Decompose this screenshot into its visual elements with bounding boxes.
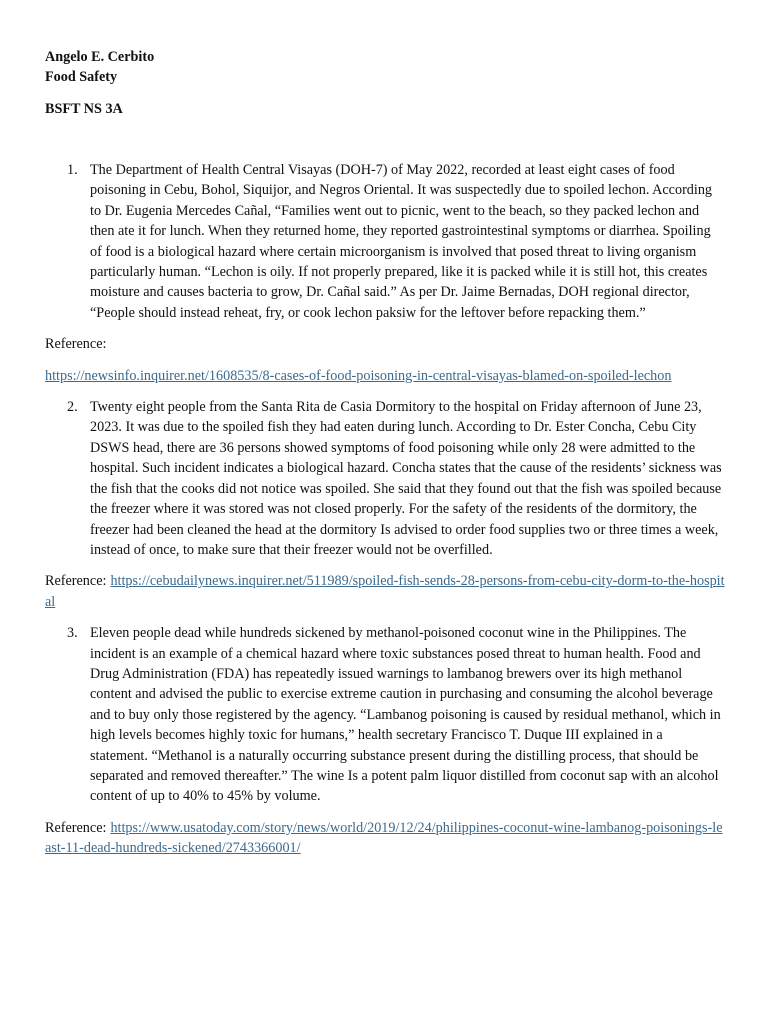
list-item: [45, 397, 725, 560]
author-name: Angelo E. Cerbito: [45, 49, 155, 65]
numbered-list: [45, 160, 725, 859]
reference-link[interactable]: https://www.usatoday.com/story/news/world/2019/12/24/philippines-coconut-wine-lambanog-poisonings-least-11-dead-hundreds-sickened/2743366001/: [45, 819, 723, 857]
list-item-number: 1.: [67, 162, 78, 178]
reference-link[interactable]: https://cebudailynews.inquirer.net/511989/spoiled-fish-sends-28-persons-from-cebu-city-dorm-to-the-hospital: [45, 573, 725, 610]
list-item-text: The Department of Health Central Visayas (DOH-7) of May 2022, recorded at least eight cases of food poisoning in Cebu, Bohol, Siquijor, and Negros Oriental. It was suspectedly due to spoiled lechon. According to Dr. Eugenia Mercedes Cañal, “Families went out to picnic, went to the beach, so they packed lechon and then ate it for lunch. When they returned home, they reported gastrointestinal symptoms or diarrhea. Spoiling of food is a biological hazard where certain microorganism is involved that posed threat to living organism particularly human. “Lechon is oily. If not properly prepared, like it is packed while it is still hot, this creates moisture and causes bacteria to grow, Dr. Cañal said.” As per Dr. Jaime Bernadas, DOH regional director, “People should instead reheat, fry, or cook lechon paksiw for the leftover before repacking them.”: [90, 162, 713, 321]
list-item: [45, 160, 725, 323]
list-item: [45, 623, 725, 807]
list-item-text: Eleven people dead while hundreds sickened by methanol-poisoned coconut wine in the Philippines. The incident is an example of a chemical hazard where toxic substances posed threat to human health. Food and Drug Administration (FDA) has repeatedly issued warnings to lambanog brewers over its high methanol content and advised the public to exercise extreme caution in purchasing and consuming the alcohol beverage and to buy only those registered by the agency. “Lambanog poisoning is caused by residual methanol, which in high levels becomes highly toxic for humans,” health secretary Francisco T. Duque III explained in a statement. “Methanol is a naturally occurring substance present during the distilling process, that should be separated and removed thereafter.” The wine Is a potent palm liquor distilled from coconut sap with an alcohol content of up to 40% to 45% by volume.: [90, 625, 721, 805]
reference-link[interactable]: https://newsinfo.inquirer.net/1608535/8-cases-of-food-poisoning-in-central-visayas-blamed-on-spoiled-lechon: [45, 367, 672, 384]
reference-block: [45, 818, 725, 859]
list-item-number: 3.: [67, 625, 78, 642]
reference-label: Reference:: [45, 336, 107, 353]
reference-block: [45, 571, 725, 612]
list-item-number: 2.: [67, 399, 78, 416]
reference-label: Reference:: [45, 819, 107, 836]
document-page: [45, 47, 725, 859]
subject-title: Food Safety: [45, 69, 118, 85]
course-section: BSFT NS 3A: [45, 101, 123, 117]
list-item-text: Twenty eight people from the Santa Rita de Casia Dormitory to the hospital on Friday afternoon of June 23, 2023. It was due to the spoiled fish they had eaten during lunch. According to Dr. Ester Concha, Cebu City DSWS head, there are 36 persons showed symptoms of food poisoning while only 28 were admitted to the hospital. Such incident indicates a biological hazard. Concha states that the cause of the residents’ sickness was the fish that the cooks did not notice was spoiled. She said that they found out that the fish was spoiled because the freezer where it was stored was not closed properly. For the safety of the residents of the dormitory, the freezer had been cleaned the head at the dormitory Is advised to order food supplies two or three times a week, instead of once, to make sure that their freezer would not be overfilled.: [90, 399, 722, 558]
reference-label: Reference:: [45, 573, 107, 590]
